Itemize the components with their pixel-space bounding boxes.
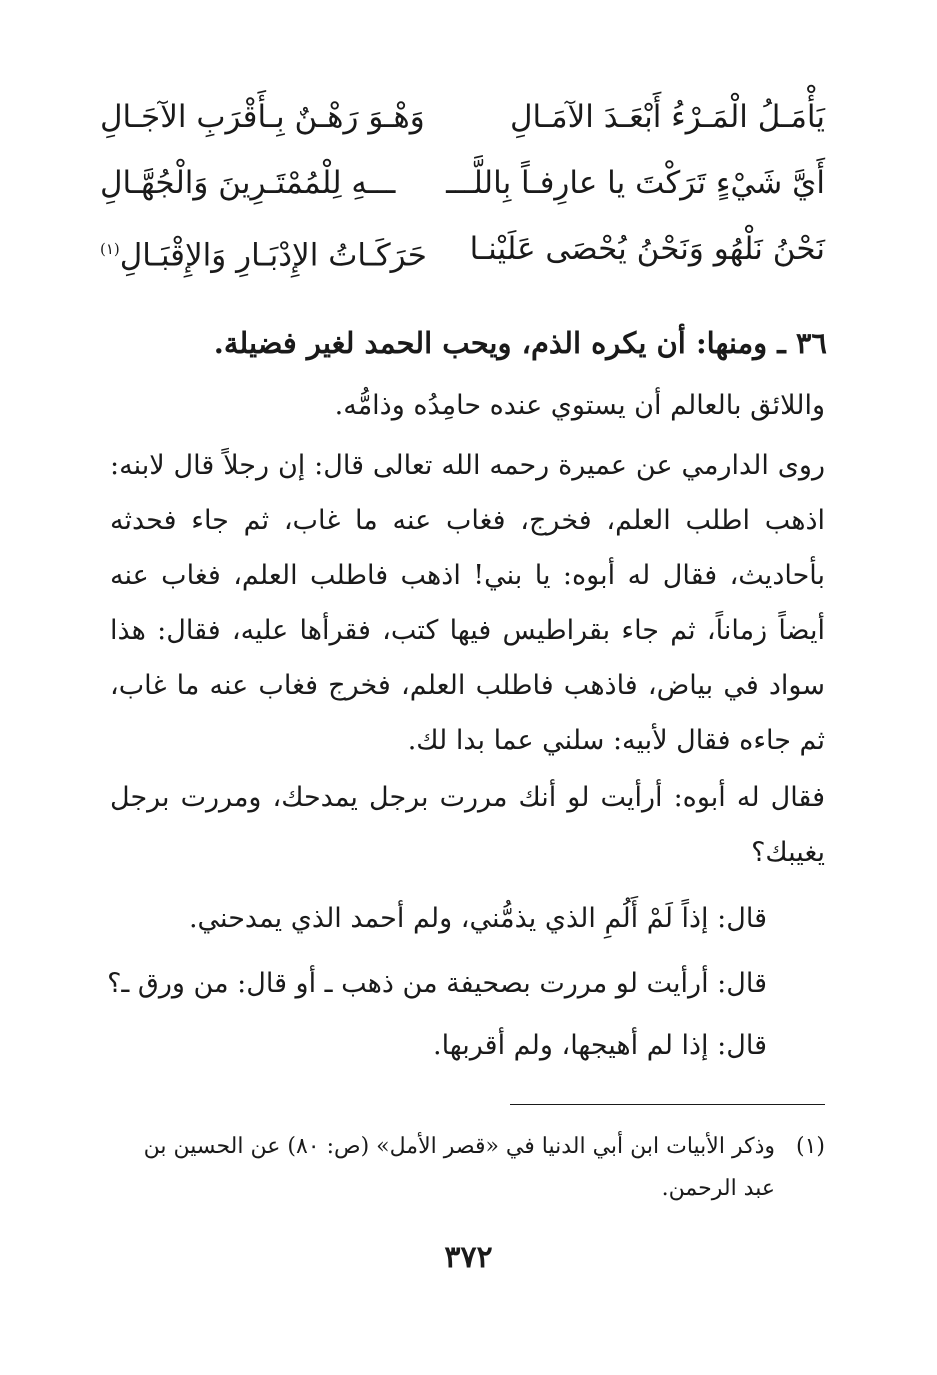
- verse-second-hemistich: وَهْـوَ رَهْـنٌ بِـأَقْرَبِ الآجَـالِ: [100, 99, 425, 135]
- footnote-divider: [510, 1104, 825, 1105]
- page-number: ٣٧٢: [444, 1240, 493, 1275]
- verse-second-hemistich: [100, 220, 427, 284]
- verse-second-hemistich: ـــهِ لِلْمُمْتَـرِينَ وَالْجُهَّـالِ: [100, 165, 396, 201]
- dialog-line: قال: إذاً لَمْ أَلُمِ الذي يذمُّني، ولم أحمد الذي يمدحني.: [188, 903, 767, 934]
- footnote-number: (١): [795, 1134, 825, 1159]
- footnote-line: عبد الرحمن.: [661, 1176, 775, 1201]
- footnote: [110, 1126, 825, 1210]
- paragraph: روى الدارمي عن عميرة رحمه الله تعالى قال: إن رجلاً قال لابنه: اذهب اطلب العلم، فخرج، فغاب عنه ما غاب، ثم جاء فحدثه بأحاديث، فقال له أبوه: يا بني! اذهب فاطلب العلم، فغاب عنه أيضاً زماناً، ثم جاء بقراطيس فيها كتب، فقرأها عليه، فقال: هذا سواد في بياض، فاذهب فاطلب العلم، فخرج فغاب عنه ما غاب، ثم جاءه فقال لأبيه: سلني عما بدا لك.: [110, 450, 825, 756]
- verse-text: حَرَكَـاتُ الإِدْبَـارِ وَالإِقْبَـالِ: [119, 237, 427, 274]
- section-heading: ٣٦ ـ ومنها: أن يكره الذم، ويحب الحمد لغير فضيلة.: [213, 326, 827, 360]
- dialog-line: قال: إذا لم أهيجها، ولم أقربها.: [433, 1030, 767, 1061]
- footnote-text: وذكر الأبيات ابن أبي الدنيا في «قصر الأمل» (ص: ٨٠) عن الحسين بن: [143, 1134, 775, 1159]
- poem-verses: [100, 88, 825, 286]
- verse-line: [100, 88, 825, 154]
- paragraph: واللائق بالعالم أن يستوي عنده حامِدُه وذامُّه.: [334, 390, 825, 421]
- verse-first-hemistich: أَيَّ شَيْءٍ تَرَكْتَ يا عارِفـاً بِاللَّـــ: [446, 165, 825, 201]
- verse-line: [100, 154, 825, 220]
- verse-first-hemistich: نَحْنُ نَلْهُو وَنَحْنُ يُحْصَى عَلَيْنـا: [469, 231, 825, 267]
- verse-first-hemistich: يَأْمَـلُ الْمَـرْءُ أَبْعَـدَ الآمَـالِ: [509, 99, 825, 135]
- paragraph: فقال له أبوه: أرأيت لو أنك مررت برجل يمدحك، ومررت برجل يغيبك؟: [110, 782, 825, 868]
- verse-line: [100, 220, 825, 286]
- footnote-line: [110, 1126, 825, 1168]
- dialog-line: قال: أرأيت لو مررت بصحيفة من ذهب ـ أو قال: من ورق ـ؟: [107, 968, 767, 999]
- footnote-marker: (١): [100, 240, 120, 258]
